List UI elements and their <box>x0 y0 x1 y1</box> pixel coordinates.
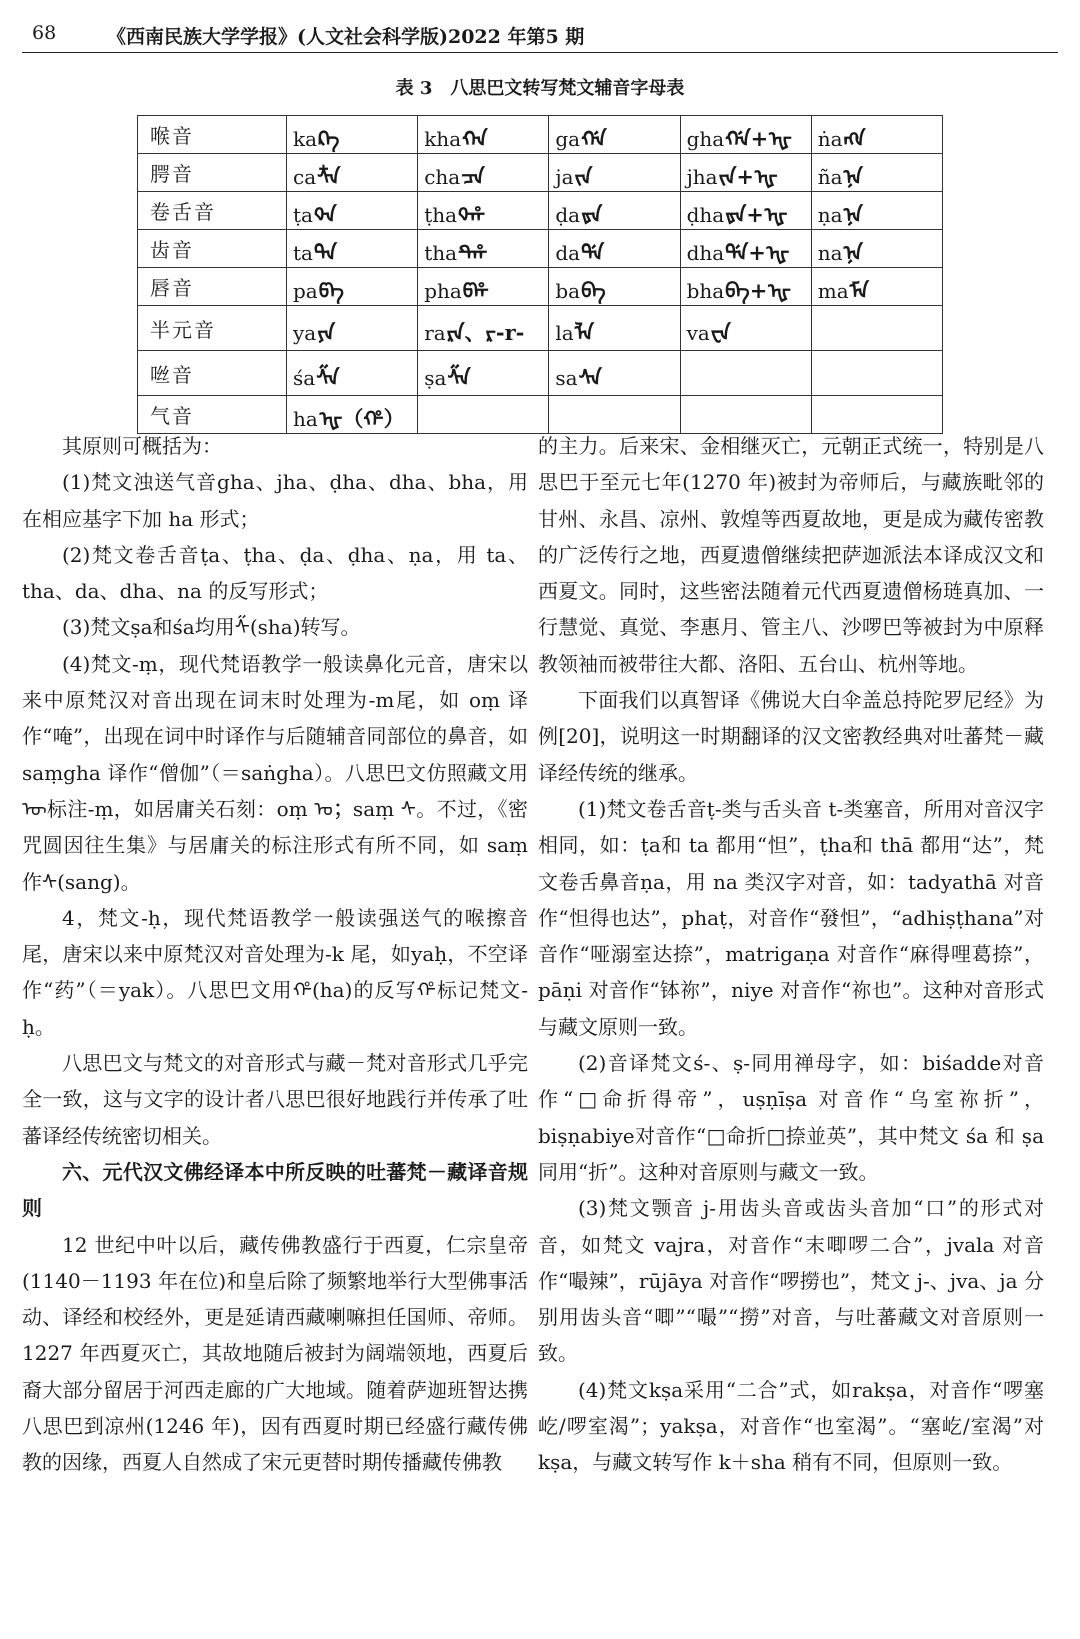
latin-transcription: cha <box>424 165 461 189</box>
row-label: 腭音 <box>138 154 287 192</box>
phagspa-glyph: ᡤᠠ <box>581 126 607 151</box>
table-row <box>138 306 943 351</box>
phagspa-glyph: ᡮᠠ <box>317 164 341 189</box>
table-cell <box>811 230 942 268</box>
table-row <box>138 154 943 192</box>
table-cell <box>680 192 811 230</box>
table-cell <box>287 192 418 230</box>
latin-transcription: ta <box>293 241 313 265</box>
phagspa-glyph: ᡦᠠ <box>318 278 344 303</box>
right-column <box>538 428 1044 1481</box>
phagspa-glyph: ᠨᠠ <box>843 240 863 265</box>
table-cell <box>680 268 811 306</box>
table-row <box>138 230 943 268</box>
consonant-table <box>137 115 943 434</box>
latin-transcription: ḍha <box>686 203 725 227</box>
table-row <box>138 268 943 306</box>
table-cell <box>811 351 942 396</box>
paragraph: (2)音译梵文ś-、ṣ-同用禅母字，如：biśadde对音作“□命折得帝”，uṣṇīṣa 对音作“乌室祢折”，biṣṇabiye对音作“□命折□捺並英”，其中梵文 śa 和 ṣa同用“折”。这种对音原则与藏文一致。 <box>538 1051 1044 1184</box>
phagspa-glyph: ᡑᠠ+ᠾ <box>725 202 788 227</box>
phagspa-glyph: ᡑᠠ <box>581 202 603 227</box>
table-caption: 表 3 八思巴文转写梵文辅音字母表 <box>395 78 685 99</box>
table-row <box>138 116 943 154</box>
latin-transcription: da <box>555 241 581 265</box>
latin-transcription: ga <box>555 127 581 151</box>
phagspa-glyph: ᡦᡥ <box>462 278 489 303</box>
latin-transcription: ña <box>817 165 843 189</box>
table-cell <box>811 268 942 306</box>
table-cell <box>680 306 811 351</box>
table-cell <box>549 268 680 306</box>
table-row <box>138 192 943 230</box>
journal-title: 《西南民族大学学报》(人文社会科学版)2022 年第5 期 <box>107 26 585 48</box>
phagspa-glyph: ᠷᠠ、ᠷ-r- <box>446 319 525 345</box>
latin-transcription: śa <box>293 365 316 390</box>
table-cell <box>549 351 680 396</box>
latin-transcription: ma <box>817 279 849 303</box>
latin-transcription: ṅa <box>817 127 843 151</box>
paragraph: 12 世纪中叶以后，藏传佛教盛行于西夏，仁宗皇帝(1140－1193 年在位)和皇后除了频繁地举行大型佛事活动、译经和校经外，更是延请西藏喇嘛担任国师、帝师。1227 年西夏灭亡，其故地随后被封为阔端领地，西夏后裔大部分留居于河西走廊的广大地域。随着萨迦班智达携八思巴到凉州(1246 年)，因有西夏时期已经盛行藏传佛教的因缘，西夏人自然成了宋元更替时期传播藏传佛教 <box>22 1232 528 1475</box>
phagspa-glyph: ᠴᠠ <box>461 164 485 189</box>
latin-transcription: gha <box>686 127 725 151</box>
table-cell <box>811 192 942 230</box>
phagspa-glyph: ᠱᠠ <box>447 364 471 390</box>
row-label: 气音 <box>138 396 287 434</box>
table-cell <box>680 230 811 268</box>
table-cell <box>811 154 942 192</box>
paragraph: (4)梵文kṣa采用“二合”式，如rakṣa，对音作“啰塞屹/啰室渴”；yakṣa，对音作“也室渴”。“塞屹/室渴”对kṣa，与藏文转写作 k＋sha 稍有不同，但原则一致。 <box>538 1377 1044 1475</box>
row-label: 半元音 <box>138 306 287 351</box>
paragraph: (4)梵文-ṃ，现代梵语教学一般读鼻化元音，唐宋以来中原梵汉对音出现在词末时处理为-m尾，如 oṃ 译作“唵”，出现在词中时译作与后随辅音同部位的鼻音，如 saṃgha 译作“僧伽”（＝saṅgha）。八思巴文仿照藏文用ᠦ标注-ṃ，如居庸关石刻：oṃ ᠣ；saṃ ᠰ。不过，《密咒圆因往生集》与居庸关的标注形式有所不同，如 saṃ 作ᠰ(sang)。 <box>22 651 528 894</box>
phagspa-glyph: ᠬᠠ <box>462 126 488 151</box>
table-cell <box>418 351 549 396</box>
row-label: 卷舌音 <box>138 192 287 230</box>
table-cell <box>418 192 549 230</box>
phagspa-glyph: ᠾ（ᡥ） <box>318 406 405 431</box>
phagspa-glyph: ᠪᠠ+ᠾ <box>725 278 791 303</box>
phagspa-glyph: ᠱᠠ <box>316 364 340 390</box>
latin-transcription: tha <box>424 241 458 265</box>
phagspa-glyph: ᠨᠠ <box>843 164 863 189</box>
paragraph: (1)梵文卷舌音ṭ-类与舌头音 t-类塞音，所用对音汉字相同，如：ṭa和 ta 都用“怛”，ṭha和 thā 都用“达”，梵文卷舌鼻音ṇa，用 na 类汉字对音，如：tadyathā 对音作“怛得也达”，phaṭ，对音作“發怛”，“adhiṣṭhana”对音作“哑溺室达捺”，matrigaṇa 对音作“麻得哩葛捺”，pāṇi 对音作“钵祢”，niye 对音作“祢也”。这种对音形式与藏文原则一致。 <box>538 796 1044 1039</box>
table-cell <box>549 192 680 230</box>
paragraph: (1)梵文浊送气音gha、jha、ḍha、dha、bha，用在相应基字下加 ha 形式； <box>22 470 528 531</box>
row-label: 咝音 <box>138 351 287 396</box>
table-cell <box>680 154 811 192</box>
table-cell <box>418 306 549 351</box>
table-cell <box>811 116 942 154</box>
latin-transcription: pha <box>424 279 462 303</box>
latin-transcription: ya <box>293 320 317 345</box>
section-heading: 六、元代汉文佛经译本中所反映的吐蕃梵－藏译音规则 <box>22 1159 528 1221</box>
page-number: 68 <box>32 22 57 44</box>
phagspa-glyph: ᠮᠠ <box>849 278 869 303</box>
phagspa-glyph: ᠸᠠ <box>710 319 731 345</box>
phagspa-glyph: ᠵᠠ+ᠾ <box>718 164 778 189</box>
row-label: 喉音 <box>138 116 287 154</box>
latin-transcription: bha <box>686 279 725 303</box>
latin-transcription: ḍa <box>555 203 581 227</box>
phagspa-glyph: ᠯᠠ <box>574 319 595 345</box>
paragraph: (3)梵文ṣa和śa均用ᠱ(sha)转写。 <box>62 615 361 640</box>
latin-transcription: ṣa <box>424 365 447 390</box>
phagspa-glyph: ᡨᠠ <box>313 240 338 265</box>
phagspa-glyph: ᠰᠠ <box>578 364 602 390</box>
table-cell <box>418 268 549 306</box>
latin-transcription: ha <box>293 407 318 431</box>
paragraph: (2)梵文卷舌音ṭa、ṭha、ḍa、ḍha、ṇa，用 ta、tha、da、dha、na 的反写形式； <box>22 542 528 604</box>
paragraph: (3)梵文颚音 j-用齿头音或齿头音加“口”的形式对音，如梵文 vajra，对音作“末唧啰二合”，jvala 对音作“嘬辣”，rūjāya 对音作“啰撈也”，梵文 j-、jva、ja 分别用齿头音“唧”“嘬”“撈”对音，与吐蕃藏文对音原则一致。 <box>538 1196 1044 1366</box>
phagspa-glyph: ᡤᠠ+ᠾ <box>725 126 792 151</box>
latin-transcription: ṭha <box>424 203 458 227</box>
latin-transcription: ṇa <box>817 203 843 227</box>
paragraph: 下面我们以真智译《佛说大白伞盖总持陀罗尼经》为例[20]，说明这一时期翻译的汉文密教经典对吐蕃梵－藏译经传统的继承。 <box>538 688 1044 785</box>
latin-transcription: la <box>555 320 574 345</box>
table-cell <box>287 306 418 351</box>
paragraph: 八思巴文与梵文的对音形式与藏－梵对音形式几乎完全一致，这与文字的设计者八思巴很好地践行并传承了吐蕃译经传统密切相关。 <box>22 1051 528 1148</box>
table-cell <box>287 268 418 306</box>
phagspa-glyph: ᠺᠠ <box>318 126 340 151</box>
latin-transcription: kha <box>424 127 462 151</box>
latin-transcription: na <box>817 241 843 265</box>
phagspa-glyph: ᡨᡥ <box>458 240 488 265</box>
table-cell <box>549 116 680 154</box>
latin-transcription: ra <box>424 320 446 345</box>
table-cell <box>549 306 680 351</box>
phagspa-glyph: ᠶᠠ <box>317 319 336 345</box>
table-cell <box>549 154 680 192</box>
latin-transcription: jha <box>686 165 718 189</box>
left-column <box>22 428 528 1481</box>
latin-transcription: ba <box>555 279 581 303</box>
phagspa-glyph: ᠨᠠ <box>843 202 863 227</box>
latin-transcription: ja <box>555 165 574 189</box>
table-cell <box>680 116 811 154</box>
table-cell <box>418 116 549 154</box>
table-cell <box>418 230 549 268</box>
phagspa-glyph: ᠪᠠ <box>581 278 606 303</box>
row-label: 唇音 <box>138 268 287 306</box>
table-cell <box>287 154 418 192</box>
phagspa-glyph: ᡐᡥ <box>458 202 486 227</box>
table-cell <box>549 230 680 268</box>
row-label: 齿音 <box>138 230 287 268</box>
latin-transcription: ca <box>293 165 317 189</box>
latin-transcription: ka <box>293 127 318 151</box>
table-cell <box>811 306 942 351</box>
table-cell <box>418 154 549 192</box>
table-cell <box>680 351 811 396</box>
table-row <box>138 351 943 396</box>
phagspa-glyph: ᡩᠠ <box>581 240 605 265</box>
phagspa-glyph: ᠩᠠ <box>843 126 866 151</box>
paragraph: 其原则可概括为： <box>62 434 222 458</box>
latin-transcription: pa <box>293 279 318 303</box>
phagspa-glyph: ᡐᠠ <box>313 202 337 227</box>
paragraph: 的主力。后来宋、金相继灭亡，元朝正式统一，特别是八思巴于至元七年(1270 年)被封为帝师后，与藏族毗邻的甘州、永昌、凉州、敦煌等西夏故地，更是成为藏传密教的广泛传行之地，西夏遗僧继续把萨迦派法本译成汉文和西夏文。同时，这些密法随着元代西夏遗僧杨琏真加、一行慧觉、真觉、李惠月、管主八、沙啰巴等被封为中原释教领袖而被带往大都、洛阳、五台山、杭州等地。 <box>538 434 1044 676</box>
phagspa-glyph: ᠵᠠ <box>574 164 593 189</box>
latin-transcription: ṭa <box>293 203 313 227</box>
latin-transcription: dha <box>686 241 725 265</box>
page-header <box>22 18 1058 53</box>
latin-transcription: va <box>686 320 710 345</box>
table-cell <box>287 351 418 396</box>
paragraph: 4，梵文-ḥ，现代梵语教学一般读强送气的喉擦音尾，唐宋以来中原梵汉对音处理为-k 尾，如yaḥ，不空译作“药”（＝yak）。八思巴文用ᡥ(ha)的反写ᡥ标记梵文-ḥ。 <box>22 905 528 1039</box>
phagspa-glyph: ᡩᠠ+ᠾ <box>725 240 790 265</box>
latin-transcription: sa <box>555 365 578 390</box>
table-cell <box>287 230 418 268</box>
table-cell <box>287 116 418 154</box>
